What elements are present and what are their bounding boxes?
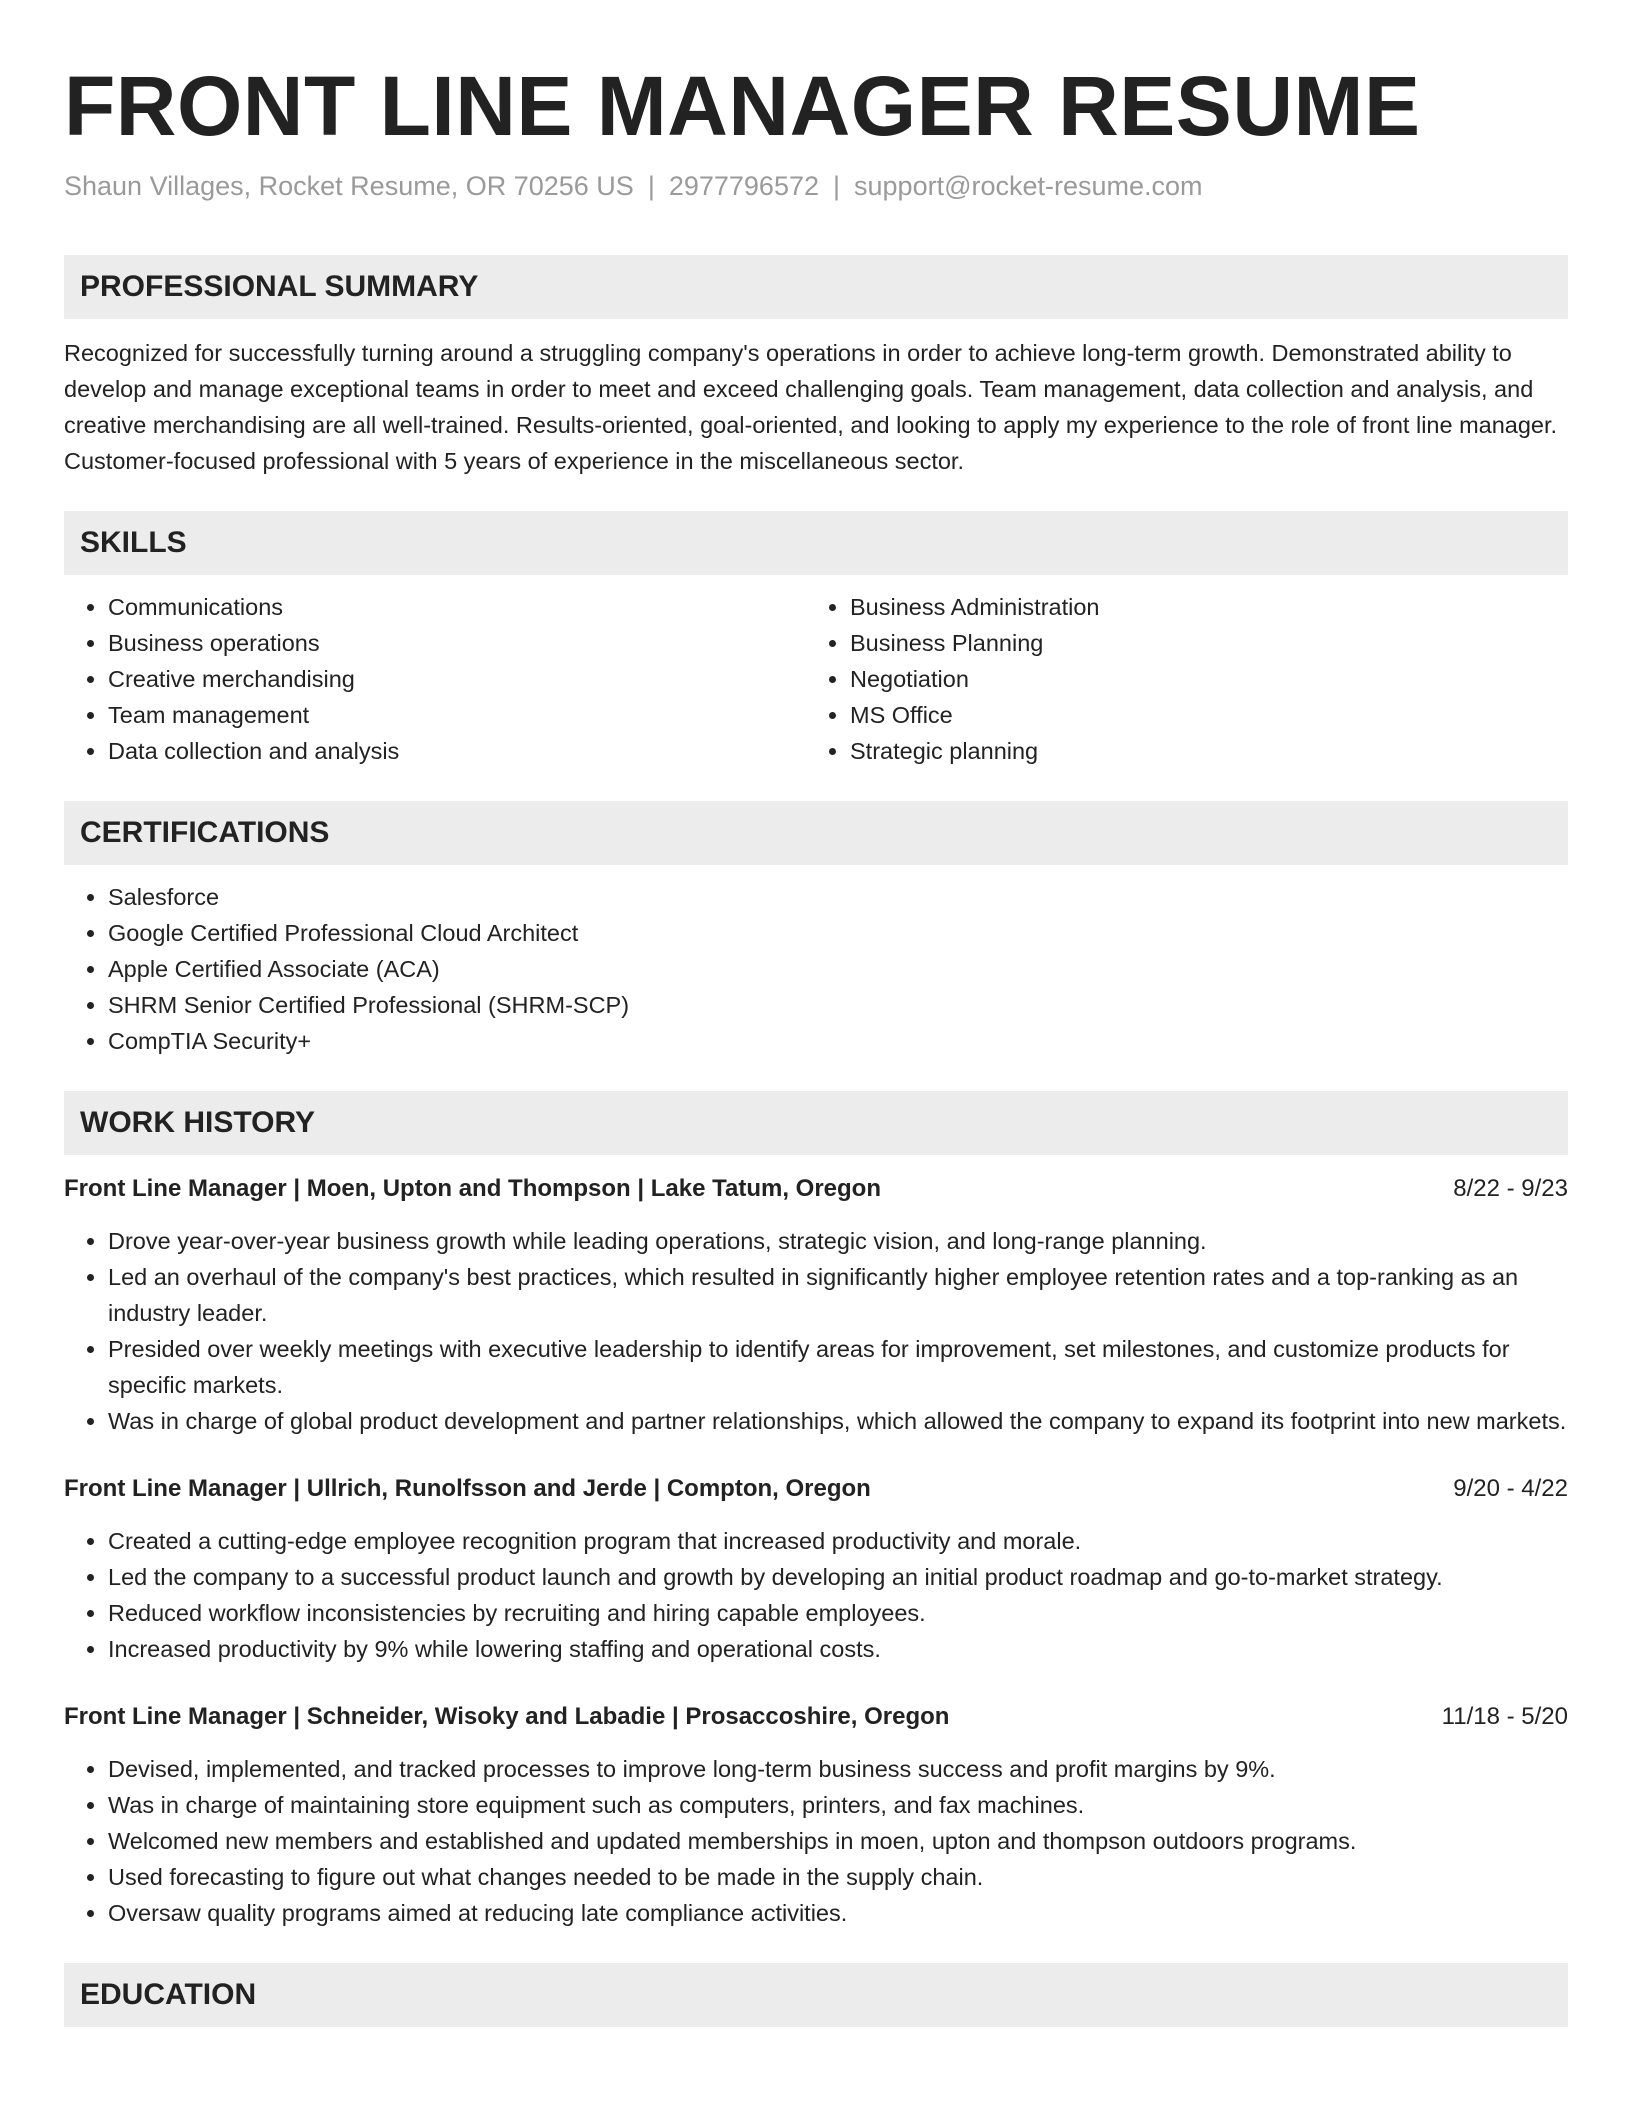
- job-bullet: • Was in charge of maintaining store equipment such as computers, printers, and fax machines.: [108, 1787, 1568, 1823]
- contact-line: [64, 168, 1568, 204]
- section-header-education: EDUCATION: [64, 1963, 1568, 2027]
- job-title: Front Line Manager | Schneider, Wisoky and Labadie | Prosaccoshire, Oregon: [64, 1703, 950, 1730]
- job-header: [64, 1171, 1568, 1207]
- skill-item: • Team management: [108, 697, 806, 733]
- certification-item: • CompTIA Security+: [108, 1023, 1568, 1059]
- job-bullet: • Used forecasting to figure out what changes needed to be made in the supply chain.: [108, 1859, 1568, 1895]
- job-dates: 8/22 - 9/23: [1453, 1175, 1568, 1202]
- job-bullet: • Welcomed new members and established and updated memberships in moen, upton and thompson outdoors programs.: [108, 1823, 1568, 1859]
- job-header: [64, 1471, 1568, 1507]
- skill-item: • Negotiation: [850, 661, 1548, 697]
- job-title: Front Line Manager | Moen, Upton and Thompson | Lake Tatum, Oregon: [64, 1175, 881, 1202]
- certification-item: • SHRM Senior Certified Professional (SHRM-SCP): [108, 987, 1568, 1023]
- resume-title: FRONT LINE MANAGER RESUME: [64, 59, 1421, 153]
- job-bullet: • Oversaw quality programs aimed at reducing late compliance activities.: [108, 1895, 1568, 1931]
- contact-email: support@rocket-resume.com: [854, 171, 1203, 201]
- skill-item: • Strategic planning: [850, 733, 1548, 769]
- job-dates: 11/18 - 5/20: [1441, 1703, 1568, 1730]
- skills-grid: [64, 589, 1568, 769]
- job-bullets: [64, 1523, 1568, 1667]
- job-entry: [64, 1699, 1568, 1931]
- job-bullet: • Created a cutting-edge employee recognition program that increased productivity and morale.: [108, 1523, 1568, 1559]
- contact-phone: 2977796572: [668, 171, 819, 201]
- job-bullet: • Devised, implemented, and tracked processes to improve long-term business success and profit margins by 9%.: [108, 1751, 1568, 1787]
- skill-item: • Data collection and analysis: [108, 733, 806, 769]
- job-bullet: • Led the company to a successful product launch and growth by developing an initial product roadmap and go-to-market strategy.: [108, 1559, 1568, 1595]
- job-dates: 9/20 - 4/22: [1453, 1475, 1568, 1502]
- skill-item: • Business Administration: [850, 589, 1548, 625]
- job-title: Front Line Manager | Ullrich, Runolfsson and Jerde | Compton, Oregon: [64, 1475, 871, 1502]
- skills-list-right: [806, 589, 1548, 769]
- skill-item: • Business operations: [108, 625, 806, 661]
- contact-address: Shaun Villages, Rocket Resume, OR 70256 US: [64, 171, 634, 201]
- job-bullet: • Increased productivity by 9% while lowering staffing and operational costs.: [108, 1631, 1568, 1667]
- skills-list-left: [64, 589, 806, 769]
- certifications-list: [64, 879, 1568, 1059]
- certification-item: • Salesforce: [108, 879, 1568, 915]
- job-bullet: • Led an overhaul of the company's best practices, which resulted in significantly higher employee retention rates and a top-ranking as an industry leader.: [108, 1259, 1568, 1331]
- job-bullets: [64, 1751, 1568, 1931]
- section-header-certifications: CERTIFICATIONS: [64, 801, 1568, 865]
- job-entry: [64, 1471, 1568, 1667]
- contact-separator: |: [833, 171, 841, 201]
- section-header-summary: PROFESSIONAL SUMMARY: [64, 255, 1568, 319]
- job-bullet: • Was in charge of global product development and partner relationships, which allowed the company to expand its footprint into new markets.: [108, 1403, 1568, 1439]
- skill-item: • Communications: [108, 589, 806, 625]
- skill-item: • Creative merchandising: [108, 661, 806, 697]
- certification-item: • Google Certified Professional Cloud Architect: [108, 915, 1568, 951]
- job-bullet: • Reduced workflow inconsistencies by recruiting and hiring capable employees.: [108, 1595, 1568, 1631]
- contact-separator: |: [647, 171, 655, 201]
- summary-text: Recognized for successfully turning around a struggling company's operations in order to achieve long-term growth. Demonstrated ability to develop and manage exceptional teams in order to meet and exceed challenging goals. Team management, data collection and analysis, and creative merchandising are all well-trained. Results-oriented, goal-oriented, and looking to apply my experience to the role of front line manager. Customer-focused professional with 5 years of experience in the miscellaneous sector.: [64, 340, 1558, 474]
- skill-item: • MS Office: [850, 697, 1548, 733]
- job-bullet: • Presided over weekly meetings with executive leadership to identify areas for improvement, set milestones, and customize products for specific markets.: [108, 1331, 1568, 1403]
- job-entry: [64, 1171, 1568, 1439]
- skill-item: • Business Planning: [850, 625, 1548, 661]
- certification-item: • Apple Certified Associate (ACA): [108, 951, 1568, 987]
- job-header: [64, 1699, 1568, 1735]
- job-bullet: • Drove year-over-year business growth while leading operations, strategic vision, and long-range planning.: [108, 1223, 1568, 1259]
- job-bullets: [64, 1223, 1568, 1439]
- section-header-work-history: WORK HISTORY: [64, 1091, 1568, 1155]
- section-header-skills: SKILLS: [64, 511, 1568, 575]
